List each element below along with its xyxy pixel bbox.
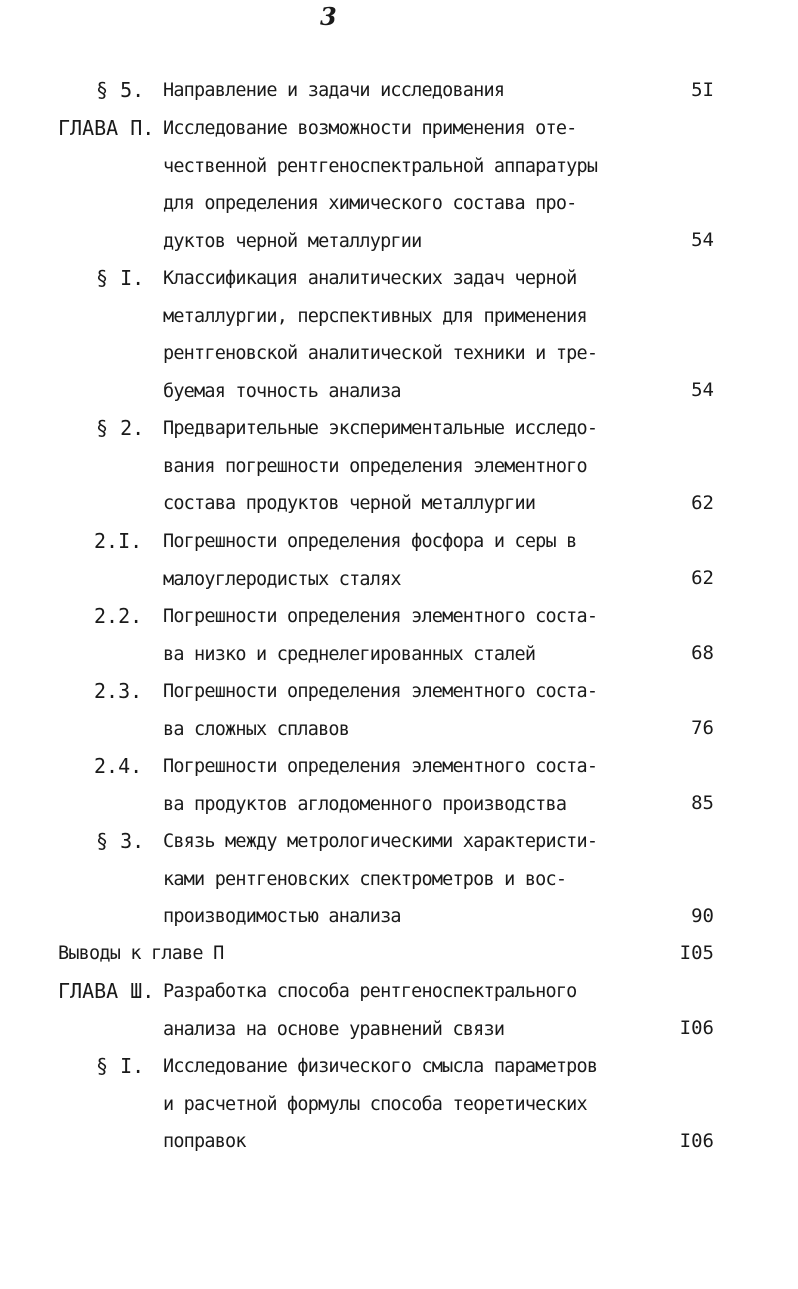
section-title — [163, 110, 663, 260]
section-title — [163, 673, 663, 748]
title-line: Разработка способа рентгеноспектрального — [163, 981, 577, 1002]
section-title — [163, 72, 663, 110]
title-line: ва сложных сплавов — [163, 718, 350, 740]
section-number: § I. — [96, 1054, 145, 1078]
page-ref: 62 — [691, 567, 714, 589]
title-line: поправок — [163, 1131, 246, 1152]
title-line: и расчетной формулы способа теоретических — [163, 1093, 587, 1115]
page-number: 3 — [320, 2, 337, 31]
section-number: § 3. — [96, 829, 145, 853]
chapter-number: ГЛАВА П. — [58, 116, 155, 140]
page-ref: 76 — [691, 717, 714, 739]
section-title — [163, 260, 663, 410]
title-line: чественной рентгеноспектральной аппаратуры — [163, 155, 598, 177]
section-title — [163, 523, 663, 598]
subsection-number: 2.4. — [94, 754, 143, 778]
page-ref: 85 — [691, 792, 714, 814]
title-line: Направление и задачи исследования — [163, 80, 505, 101]
page-ref: 68 — [691, 642, 714, 664]
title-line: вания погрешности определения элементного — [163, 455, 587, 477]
page-ref: I05 — [679, 942, 714, 964]
section-title — [163, 410, 663, 523]
title-line: Погрешности определения элементного соста- — [163, 681, 598, 702]
page-ref: 5I — [691, 79, 714, 101]
section-number: § 5. — [96, 78, 145, 102]
chapter-number: ГЛАВА Ш. — [58, 979, 155, 1003]
title-line: Погрешности определения фосфора и серы в — [163, 531, 577, 552]
title-line: анализа на основе уравнений связи — [163, 1018, 505, 1040]
title-line: для определения химического состава про- — [163, 193, 577, 214]
page-ref: I06 — [679, 1017, 714, 1039]
page-ref: 90 — [691, 905, 714, 927]
section-title — [163, 1048, 663, 1161]
title-line: состава продуктов черной металлургии — [163, 493, 536, 514]
section-title — [163, 748, 663, 823]
subsection-number: 2.3. — [94, 679, 143, 703]
subsection-number: 2.I. — [94, 529, 143, 553]
title-line: Предварительные экспериментальные исследо- — [163, 418, 598, 439]
title-line: ками рентгеновских спектрометров и вос- — [163, 868, 567, 890]
title-line: Связь между метрологическими характеристи- — [163, 831, 598, 852]
title-line: ва продуктов аглодоменного производства — [163, 793, 567, 815]
title-line: Исследование возможности применения оте- — [163, 118, 577, 139]
title-line: ва низко и среднелегированных сталей — [163, 643, 536, 665]
section-title — [163, 598, 663, 673]
page-ref: 62 — [691, 492, 714, 514]
title-line: производимостью анализа — [163, 906, 401, 927]
subsection-number: 2.2. — [94, 604, 143, 628]
title-line: Классификация аналитических задач черной — [163, 268, 577, 289]
title-line: буемая точность анализа — [163, 380, 401, 402]
section-number: § 2. — [96, 416, 145, 440]
title-line: Погрешности определения элементного соста- — [163, 756, 598, 777]
title-line: Погрешности определения элементного соста- — [163, 606, 598, 627]
section-title — [163, 823, 663, 936]
section-number: § I. — [96, 266, 145, 290]
title-line: рентгеновской аналитической техники и тре- — [163, 343, 598, 364]
page-ref: 54 — [691, 379, 714, 401]
title-line: Исследование физического смысла параметров — [163, 1056, 598, 1077]
conclusions-label: Выводы к главе П — [58, 943, 224, 964]
page-ref: I06 — [679, 1130, 714, 1152]
title-line: дуктов черной металлургии — [163, 230, 422, 252]
section-title — [163, 973, 663, 1048]
page-ref: 54 — [691, 229, 714, 251]
title-line: металлургии, перспективных для применения — [163, 305, 587, 327]
title-line: малоуглеродистых сталях — [163, 568, 401, 590]
